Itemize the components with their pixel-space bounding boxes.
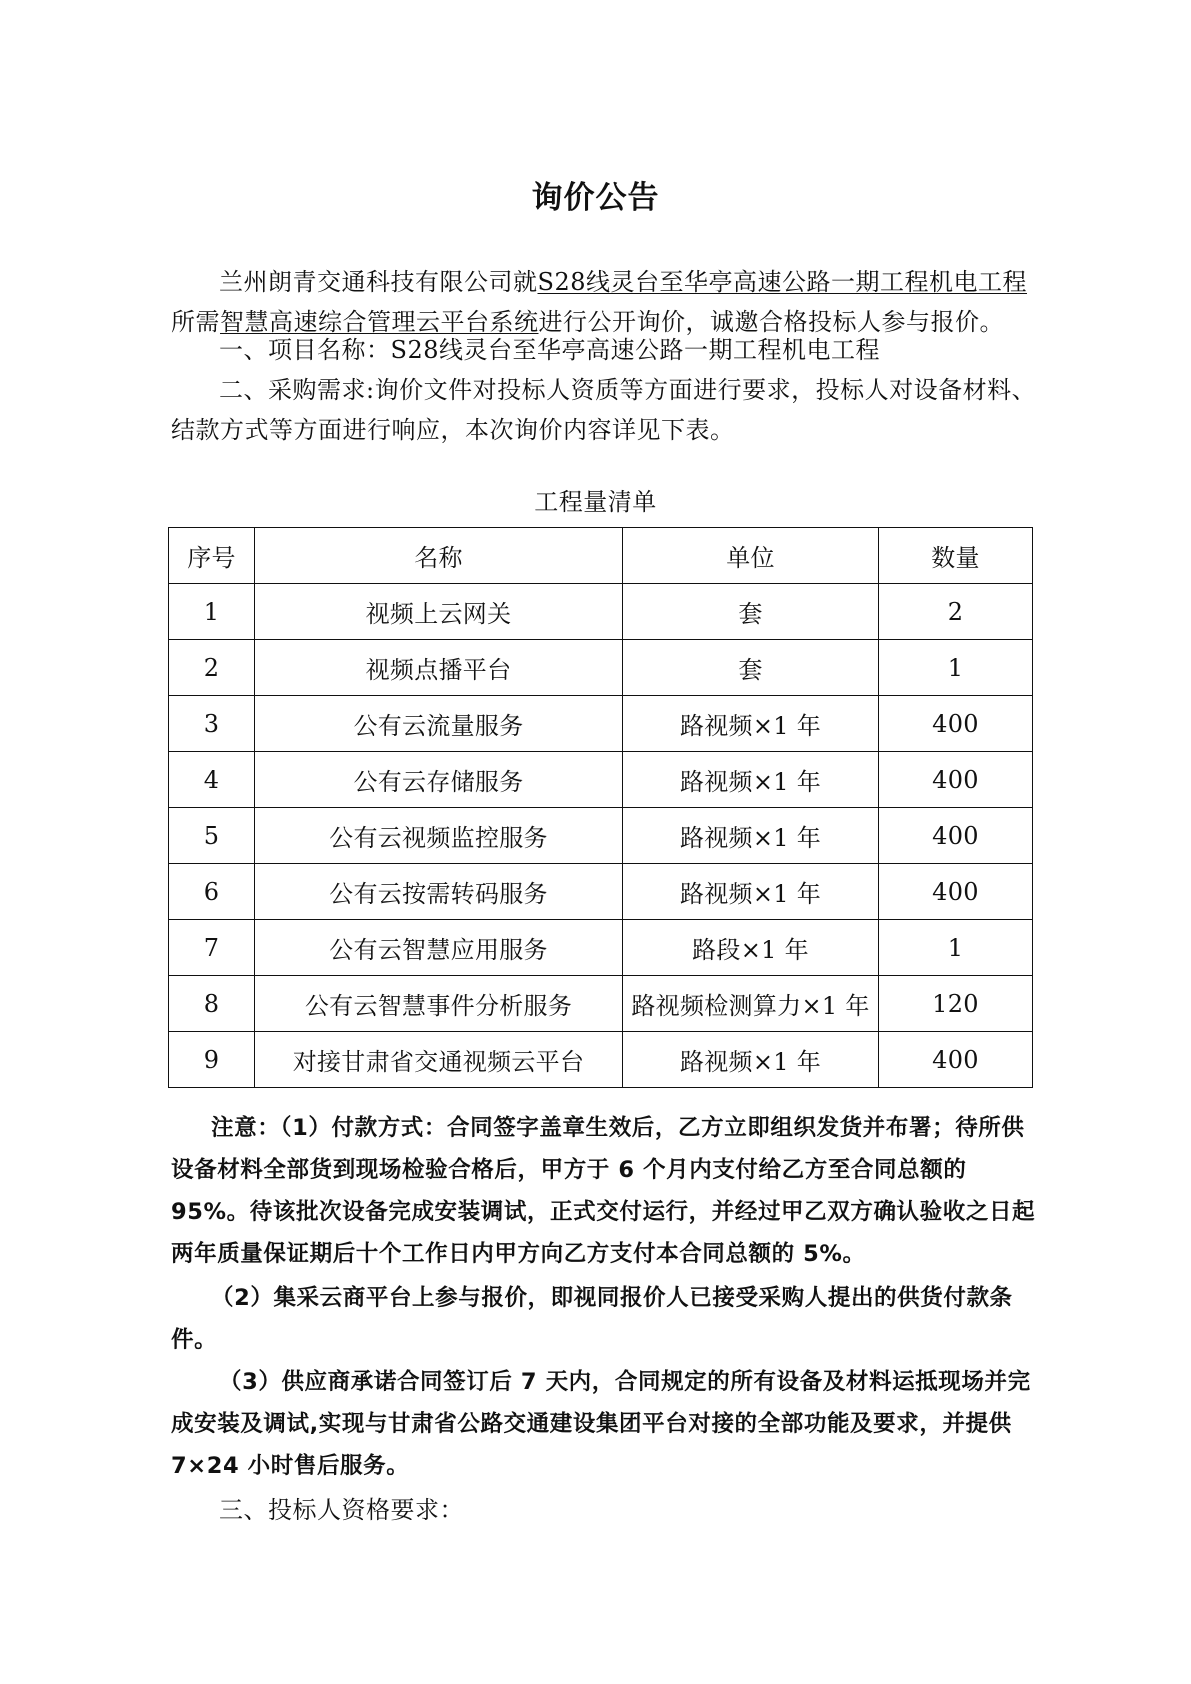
cell-index: 4 bbox=[169, 752, 255, 808]
table-row bbox=[169, 752, 1033, 808]
intro-prefix: 兰州朗青交通科技有限公司就 bbox=[219, 268, 538, 296]
cell-name: 公有云视频监控服务 bbox=[255, 808, 623, 864]
cell-quantity: 400 bbox=[879, 1032, 1033, 1088]
cell-index: 7 bbox=[169, 920, 255, 976]
table-row bbox=[169, 920, 1033, 976]
cell-quantity: 400 bbox=[879, 752, 1033, 808]
cell-name: 视频上云网关 bbox=[255, 584, 623, 640]
cell-quantity: 1 bbox=[879, 920, 1033, 976]
cell-quantity: 400 bbox=[879, 808, 1033, 864]
cell-unit: 路视频×1 年 bbox=[623, 864, 879, 920]
bill-of-quantities-table bbox=[168, 527, 1033, 1088]
cell-quantity: 2 bbox=[879, 584, 1033, 640]
cell-name: 公有云存储服务 bbox=[255, 752, 623, 808]
table-row bbox=[169, 808, 1033, 864]
table-caption: 工程量清单 bbox=[534, 488, 657, 516]
header-unit: 单位 bbox=[623, 528, 879, 584]
table-row bbox=[169, 584, 1033, 640]
cell-name: 对接甘肃省交通视频云平台 bbox=[255, 1032, 623, 1088]
intro-suffix: 进行公开询价，诚邀合格投标人参与报价。 bbox=[538, 308, 1004, 336]
cell-unit: 路视频×1 年 bbox=[623, 752, 879, 808]
cell-unit: 路视频检测算力×1 年 bbox=[623, 976, 879, 1032]
section-3-bidder-qualifications: 三、投标人资格要求： bbox=[219, 1496, 464, 1524]
cell-quantity: 400 bbox=[879, 864, 1033, 920]
cell-unit: 套 bbox=[623, 640, 879, 696]
cell-name: 公有云按需转码服务 bbox=[255, 864, 623, 920]
table-row bbox=[169, 976, 1033, 1032]
cell-index: 5 bbox=[169, 808, 255, 864]
note-delivery-commitment: （3）供应商承诺合同签订后 7 天内，合同规定的所有设备及材料运抵现场并完成安装及调试,实现与甘肃省公路交通建设集团平台对接的全部功能及要求，并提供 7×24 小时售后服务。 bbox=[171, 1369, 1031, 1479]
note-platform-quotation: （2）集采云商平台上参与报价，即视同报价人已接受采购人提出的供货付款条件。 bbox=[171, 1285, 1013, 1353]
cell-unit: 套 bbox=[623, 584, 879, 640]
note-payment-terms: 注意：（1）付款方式：合同签字盖章生效后，乙方立即组织发货并布署；待所供设备材料全部货到现场检验合格后，甲方于 6 个月内支付给乙方至合同总额的 95%。待该批次设备完成安装调试，正式交付运行，并经过甲乙双方确认验收之日起两年质量保证期后十个工作日内甲方向乙方支付本合同总额的 5%。 bbox=[171, 1115, 1036, 1267]
table-row bbox=[169, 1032, 1033, 1088]
cell-index: 9 bbox=[169, 1032, 255, 1088]
header-index: 序号 bbox=[169, 528, 255, 584]
cell-quantity: 1 bbox=[879, 640, 1033, 696]
cell-index: 8 bbox=[169, 976, 255, 1032]
cell-index: 1 bbox=[169, 584, 255, 640]
cell-unit: 路视频×1 年 bbox=[623, 808, 879, 864]
project-name-underlined: S28线灵台至华亭高速公路一期工程机电工程 bbox=[537, 268, 1027, 296]
cell-quantity: 400 bbox=[879, 696, 1033, 752]
cell-name: 公有云智慧应用服务 bbox=[255, 920, 623, 976]
cell-index: 2 bbox=[169, 640, 255, 696]
section-1-project-name: 一、项目名称：S28线灵台至华亭高速公路一期工程机电工程 bbox=[219, 336, 880, 364]
table-header-row bbox=[169, 528, 1033, 584]
table-row bbox=[169, 864, 1033, 920]
section-2-requirements: 二、采购需求:询价文件对投标人资质等方面进行要求，投标人对设备材料、结款方式等方面进行响应，本次询价内容详见下表。 bbox=[171, 376, 1037, 444]
cell-name: 公有云流量服务 bbox=[255, 696, 623, 752]
cell-unit: 路段×1 年 bbox=[623, 920, 879, 976]
cell-name: 公有云智慧事件分析服务 bbox=[255, 976, 623, 1032]
cell-quantity: 120 bbox=[879, 976, 1033, 1032]
cell-unit: 路视频×1 年 bbox=[623, 696, 879, 752]
cell-index: 6 bbox=[169, 864, 255, 920]
table-row bbox=[169, 640, 1033, 696]
cell-index: 3 bbox=[169, 696, 255, 752]
header-name: 名称 bbox=[255, 528, 623, 584]
cell-name: 视频点播平台 bbox=[255, 640, 623, 696]
intro-middle: 所需 bbox=[171, 308, 220, 336]
table-row bbox=[169, 696, 1033, 752]
page-title: 询价公告 bbox=[531, 180, 660, 216]
cell-unit: 路视频×1 年 bbox=[623, 1032, 879, 1088]
header-quantity: 数量 bbox=[879, 528, 1033, 584]
system-name-underlined: 智慧高速综合管理云平台系统 bbox=[220, 308, 539, 336]
